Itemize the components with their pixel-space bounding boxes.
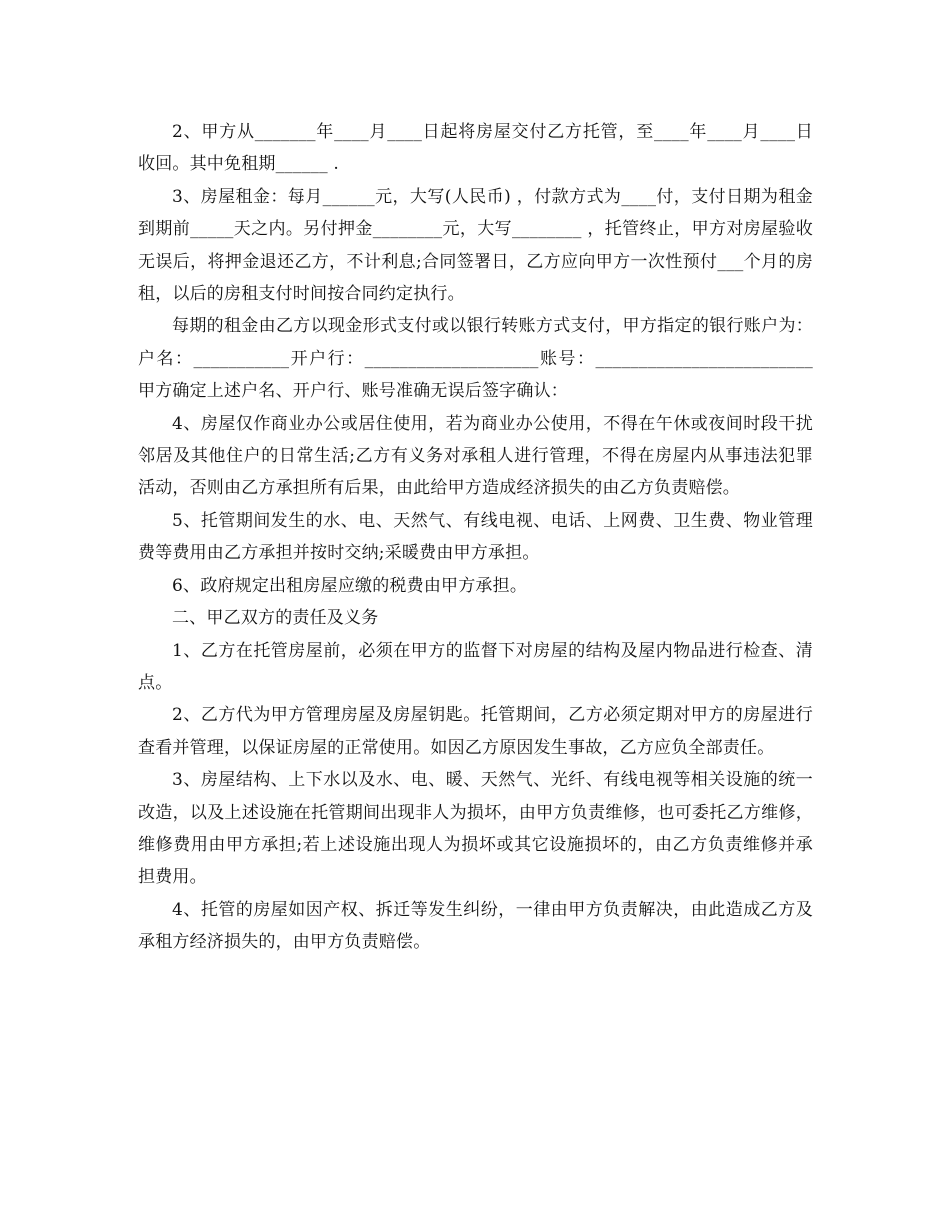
clause-utility-fees: 5、托管期间发生的水、电、天然气、有线电视、电话、上网费、卫生费、物业管理费等费用由乙方承担并按时交纳;采暖费由甲方承担。 xyxy=(138,510,813,564)
clause-bank-account: 每期的租金由乙方以现金形式支付或以银行转账方式支付，甲方指定的银行账户为： 户名：___________开户行：____________________账号：_________________________ 甲方确定上述户名、开户行、账号准确无误后签字确认： xyxy=(138,316,813,402)
clause-usage-restrictions: 4、房屋仅作商业办公或居住使用，若为商业办公使用，不得在午休或夜间时段干扰邻居及其他住户的日常生活;乙方有义务对承租人进行管理，不得在房屋内从事违法犯罪活动，否则由乙方承担所有后果，由此给甲方造成经济损失的由乙方负责赔偿。 xyxy=(138,413,813,499)
clause-handover-period: 2、甲方从_______年____月____日起将房屋交付乙方托管，至____年____月____日收回。其中免租期______ . xyxy=(138,122,813,175)
clause-key-management: 2、乙方代为甲方管理房屋及房屋钥匙。托管期间，乙方必须定期对甲方的房屋进行查看并管理，以保证房屋的正常使用。如因乙方原因发生事故，乙方应负全部责任。 xyxy=(138,705,813,758)
clause-property-disputes: 4、托管的房屋如因产权、拆迁等发生纠纷，一律由甲方负责解决，由此造成乙方及承租方经济损失的，由甲方负责赔偿。 xyxy=(138,899,813,953)
clause-rent-payment: 3、房屋租金：每月______元，大写(人民币) ，付款方式为____付，支付日期为租金到期前_____天之内。另付押金________元，大写________ ，托管终止，甲方对房屋验收无误后，将押金退还乙方，不计利息;合同签署日，乙方应向甲方一次性预付___个月的房租，以后的房租支付时间按合同约定执行。 xyxy=(138,186,813,305)
clause-facility-repair: 3、房屋结构、上下水以及水、电、暖、天然气、光纤、有线电视等相关设施的统一改造，以及上述设施在托管期间出现非人为损坏，由甲方负责维修，也可委托乙方维修，维修费用由甲方承担;若上述设施出现人为损坏或其它设施损坏的，由乙方负责维修并承担费用。 xyxy=(138,770,813,888)
document-body xyxy=(138,116,813,959)
clause-inspection: 1、乙方在托管房屋前，必须在甲方的监督下对房屋的结构及屋内物品进行检查、清点。 xyxy=(138,640,813,693)
clause-taxes: 6、政府规定出租房屋应缴的税费由甲方承担。 xyxy=(172,575,528,596)
section-heading-responsibilities: 二、甲乙双方的责任及义务 xyxy=(172,608,379,629)
